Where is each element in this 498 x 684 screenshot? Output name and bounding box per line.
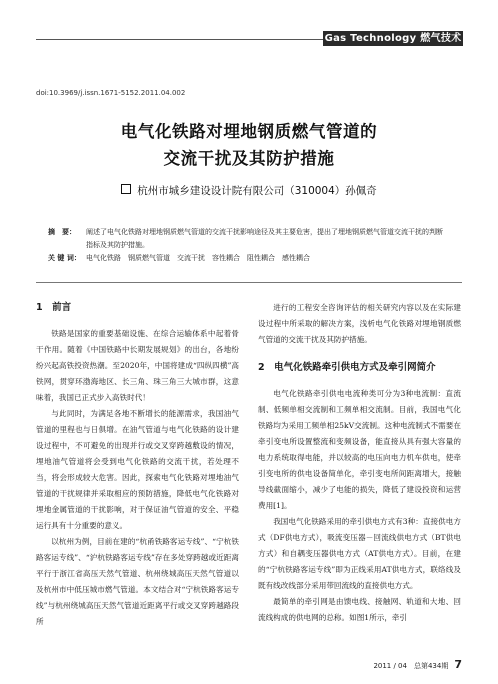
left-column bbox=[36, 300, 239, 630]
keywords-text: 电气化铁路 钢质燃气管道 交流干扰 容性耦合 阻性耦合 感性耦合 bbox=[86, 254, 310, 262]
author-box-marker bbox=[121, 184, 131, 194]
page-number: 7 bbox=[454, 658, 462, 671]
abstract-label: 摘 要： bbox=[48, 228, 76, 236]
right-column bbox=[258, 300, 461, 626]
keywords-label: 关 键 词： bbox=[48, 254, 81, 262]
right-paragraph-2: 电气化铁路牵引供电电流种类可分为3种电流制：直流制、低频单相交流制和工频单相交流制。目前，我国电气化铁路均为采用工频单相25kV交流制。这种电流制式不需要在牵引变电所设置整流和变频设备，能直接从具有强大容量的电力系统取得电能，并以较高的电压向电力机车供电，使牵引变电所的供电设备简单化，牵引变电所间距离增大，接触导线截面缩小，减少了电能的损失，降低了建设投资和运营费用[1]。 bbox=[258, 389, 461, 510]
right-paragraph-4: 最简单的牵引网是由馈电线、接触网、轨道和大地、回流线构成的供电网的总称。如图1所示，牵引 bbox=[258, 597, 461, 622]
left-paragraph-1: 铁路是国家的重要基础设施、在综合运输体系中起着骨干作用。随着《中国铁路中长期发展规划》的出台，各地纷纷兴起高铁投资热潮。至2020年，中国将建成“四纵四横”高铁网，贯穿环渤海地区、长三角、珠三角三大城市群，这意味着，我国已正式步入高铁时代！ bbox=[36, 329, 239, 402]
section-2-heading: 2 电气化铁路牵引供电方式及牵引网简介 bbox=[258, 362, 436, 373]
author-affiliation: 杭州市城乡建设设计院有限公司（310004）孙佩奇 bbox=[137, 185, 377, 197]
author-line bbox=[0, 183, 498, 198]
page-footer bbox=[373, 658, 462, 671]
abstract bbox=[48, 226, 446, 252]
section-divider bbox=[36, 282, 462, 283]
article-title-line-2: 交流干扰及其防护措施 bbox=[163, 149, 335, 168]
left-paragraph-3: 以杭州为例，目前在建的“杭甬铁路客运专线”、“宁杭铁路客运专线”、“沪杭铁路客运专线”存在多处穿跨越或近距离平行于浙江省高压天然气管道、杭州绕城高压天然气管道以及杭州市中低压城市燃气管道。本文结合对“宁杭铁路客运专线”与杭州绕城高压天然气管道近距离平行或交叉穿跨越路段所 bbox=[36, 537, 239, 626]
right-paragraph-1: 进行的工程安全咨询评估的相关研究内容以及在实际建设过程中所采取的解决方案，浅析电气化铁路对埋地钢质燃气管道的交流干扰及其防护措施。 bbox=[258, 303, 461, 344]
doi: doi:10.3969/j.issn.1671-5152.2011.04.002 bbox=[36, 89, 186, 97]
right-paragraph-3: 我国电气化铁路采用的牵引供电方式有3种：直接供电方式（DF供电方式），吸流变压器－回流线供电方式（BT供电方式）和自耦变压器供电方式（AT供电方式）。目前，在建的“宁杭铁路客运专线”即为正线采用AT供电方式，联络线及既有线改线部分采用带回流线的直接供电方式。 bbox=[258, 517, 461, 590]
left-paragraph-2: 与此同时，为满足各地不断增长的能源需求，我国油气管道的里程也与日俱增。在油气管道与电气化铁路的设计建设过程中，不可避免的出现并行或交叉穿跨越敷设的情况，埋地油气管道将会受到电气化铁路的交流干扰，若处理不当，将会形成较大危害。因此，探索电气化铁路对埋地油气管道的干扰规律并采取相应的预防措施，降低电气化铁路对埋地金属管道的干扰影响，对于保证油气管道的安全、平稳运行具有十分重要的意义。 bbox=[36, 409, 239, 530]
article-title-line-1: 电气化铁路对埋地钢质燃气管道的 bbox=[120, 122, 378, 141]
journal-series-label: Gas Technology 燃气技术 bbox=[324, 33, 462, 44]
section-1-heading: 1 前言 bbox=[36, 302, 72, 313]
header-rule bbox=[36, 39, 342, 40]
keywords bbox=[48, 252, 446, 265]
issue-info: 2011 / 04 总第434期 bbox=[373, 662, 449, 670]
abstract-text: 阐述了电气化铁路对埋地钢质燃气管道的交流干扰影响途径及其主要危害，提出了埋地钢质燃气管道交流干扰的判断指标及其防护措施。 bbox=[86, 228, 443, 249]
